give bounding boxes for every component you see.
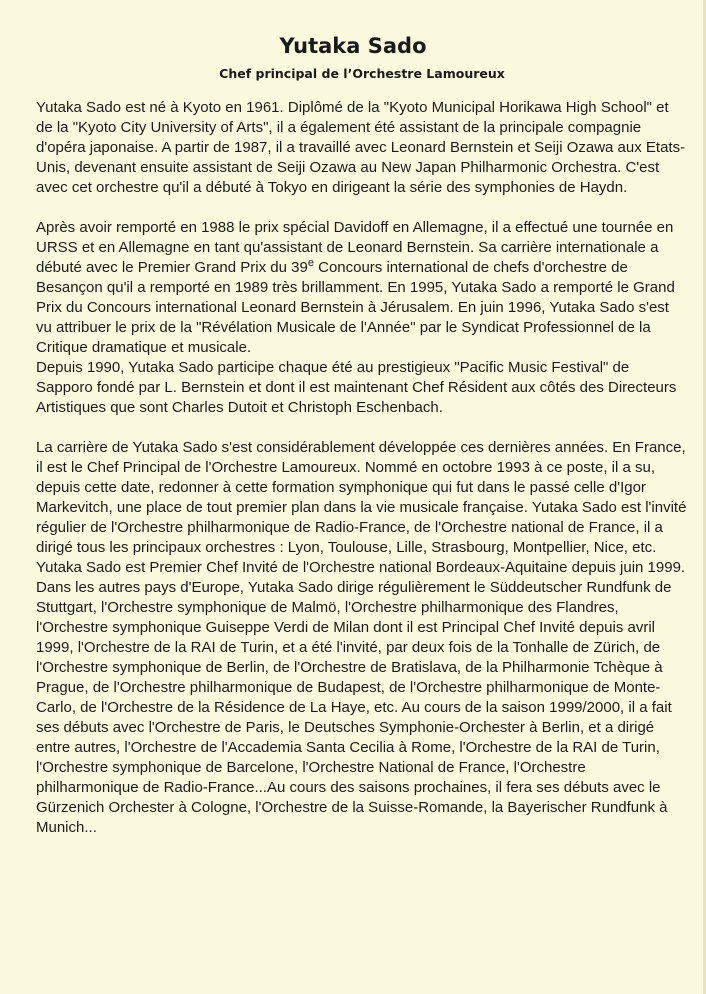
paragraph-early-life: Yutaka Sado est né à Kyoto en 1961. Diplômé de la "Kyoto Municipal Horikawa High School" et de la "Kyoto City University of Arts", il a également été assistant de la principale compagnie d'opéra japonaise. A partir de 1987, il a travaillé avec Leonard Bernstein et Seiji Ozawa aux Etats-Unis, devenant ensuite assistant de Seiji Ozawa au New Japan Philharmonic Orchestra. C'est avec cet orchestre qu'il a débuté à Tokyo en dirigeant la série des symphonies de Haydn. xyxy=(36,99,686,196)
paragraph-france-career: La carrière de Yutaka Sado s'est considérablement développée ces dernières années. En France, il est le Chef Principal de l'Orchestre Lamoureux. Nommé en octobre 1993 à ce poste, il a su, depuis cette date, redonner à cette formation symphonique qui fut dans le passé celle d'Igor Markevitch, une place de tout premier plan dans la vie musicale française. Yutaka Sado est l'invité régulier de l'Orchestre philharmonique de Radio-France, de l'Orchestre national de France, il a dirigé tous les principaux orchestres : Lyon, Toulouse, Lille, Strasbourg, Montpellier, Nice, etc. Yutaka Sado est Premier Chef Invité de l'Orchestre national Bordeaux-Aquitaine depuis juin 1999. xyxy=(36,439,687,576)
paragraph-pacific-festival: Depuis 1990, Yutaka Sado participe chaque été au prestigieux "Pacific Music Festival" de Sapporo fondé par L. Bernstein et dont il est maintenant Chef Résident aux côtés des Directeurs Artistiques que sont Charles Dutoit et Christoph Eschenbach. xyxy=(36,359,677,416)
biography-body xyxy=(36,98,688,838)
paragraph-international-career: Après avoir remporté en 1988 le prix spécial Davidoff en Allemagne, il a effectué une tournée en URSS et en Allemagne en tant qu'assistant de Leonard Bernstein. Sa carrière internationale a débuté avec le Premier Grand Prix du 39e Concours international de chefs d'orchestre de Besançon qu'il a remporté en 1989 très brillamment. En 1995, Yutaka Sado a remporté le Grand Prix du Concours international Leonard Bernstein à Jérusalem. En juin 1996, Yutaka Sado s'est vu attribuer le prix de la "Révélation Musicale de l'Année" par le Syndicat Professionnel de la Critique dramatique et musicale. xyxy=(36,219,675,356)
paragraph-europe-career: Dans les autres pays d'Europe, Yutaka Sado dirige régulièrement le Süddeutscher Rundfunk de Stuttgart, l'Orchestre symphonique de Malmö, l'Orchestre philharmonique des Flandres, l'Orchestre symphonique Guiseppe Verdi de Milan dont il est Principal Chef Invité depuis avril 1999, l'Orchestre de la RAI de Turin, et a été l'invité, par deux fois de la Tonhalle de Zürich, de l'Orchestre symphonique de Berlin, de l'Orchestre de Bratislava, de la Philharmonie Tchèque à Prague, de l'Orchestre philharmonique de Budapest, de l'Orchestre philharmonique de Monte-Carlo, de l'Orchestre de la Résidence de La Haye, etc. Au cours de la saison 1999/2000, il a fait ses débuts avec l'Orchestre de Paris, le Deutsches Symphonie-Orchester à Berlin, et a dirigé entre autres, l'Orchestre de l'Accademia Santa Cecilia à Rome, l'Orchestre de la RAI de Turin, l'Orchestre symphonique de Barcelone, l'Orchestre National de France, l'Orchestre philharmonique de Radio-France...Au cours des saisons prochaines, il fera ses débuts avec le Gürzenich Orchester à Cologne, l'Orchestre de la Suisse-Romande, la Bayerischer Rundfunk à Munich... xyxy=(36,579,672,836)
page-title: Yutaka Sado xyxy=(279,34,427,58)
page-subtitle: Chef principal de l’Orchestre Lamoureux xyxy=(219,66,505,81)
ordinal-suffix: e xyxy=(307,257,314,269)
